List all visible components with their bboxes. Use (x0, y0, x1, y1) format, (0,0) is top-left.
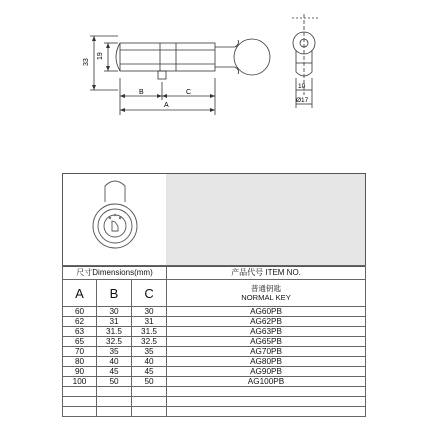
cell-b: 50 (97, 377, 132, 387)
spec-sheet (62, 173, 365, 423)
cam-outline (158, 71, 166, 79)
column-header-row (63, 280, 366, 307)
key-type-en: NORMAL KEY (241, 293, 291, 302)
blank-panel (166, 173, 366, 267)
empty-row (63, 387, 366, 397)
table-row (63, 357, 366, 367)
cell-c: 40 (132, 357, 167, 367)
cell-b: 32.5 (97, 337, 132, 347)
table-row (63, 367, 366, 377)
table-row (63, 347, 366, 357)
empty-row (63, 397, 366, 407)
col-c-header: C (132, 280, 167, 307)
dim-b-label: B (139, 89, 144, 96)
cell-a: 80 (63, 357, 97, 367)
cell-b: 45 (97, 367, 132, 377)
cell-c: 31.5 (132, 327, 167, 337)
dim-a-label: A (164, 102, 169, 109)
item-no-header: 产品代号 ITEM NO. (167, 266, 366, 280)
cell-item: AG65PB (167, 337, 366, 347)
key-type-header (167, 280, 366, 307)
cell-item: AG70PB (167, 347, 366, 357)
empty-row (63, 407, 366, 417)
cell-c: 35 (132, 347, 167, 357)
cell-item: AG90PB (167, 367, 366, 377)
cylinder-body-outline (120, 43, 215, 71)
dim-inner-height: 19 (97, 52, 104, 60)
lock-face-illustration (62, 173, 168, 267)
empty-cell (167, 407, 366, 417)
cell-item: AG62PB (167, 317, 366, 327)
cell-item: AG60PB (167, 307, 366, 317)
cell-b: 35 (97, 347, 132, 357)
col-b-header: B (97, 280, 132, 307)
thumb-turn-knob (234, 39, 270, 75)
dim-c-label: C (186, 89, 192, 96)
empty-cell (97, 397, 132, 407)
cell-c: 31 (132, 317, 167, 327)
dim-thickness: 10 (298, 83, 306, 90)
cell-b: 30 (97, 307, 132, 317)
empty-cell (63, 397, 97, 407)
empty-cell (63, 387, 97, 397)
table-row (63, 377, 366, 387)
empty-cell (63, 407, 97, 417)
cell-b: 31.5 (97, 327, 132, 337)
table-row (63, 317, 366, 327)
dimensions-header: 尺寸Dimensions(mm) (63, 266, 167, 280)
cell-c: 32.5 (132, 337, 167, 347)
cell-a: 63 (63, 327, 97, 337)
cell-item: AG63PB (167, 327, 366, 337)
cell-a: 100 (63, 377, 97, 387)
cell-b: 31 (97, 317, 132, 327)
empty-cell (132, 407, 167, 417)
cell-item: AG80PB (167, 357, 366, 367)
cell-item: AG100PB (167, 377, 366, 387)
empty-cell (97, 387, 132, 397)
cylinder-face-icon (63, 174, 167, 266)
empty-cell (97, 407, 132, 417)
cell-a: 60 (63, 307, 97, 317)
dimensions-table (62, 265, 366, 417)
key-type-cn: 普通钥匙 (250, 283, 282, 293)
empty-cell (167, 387, 366, 397)
table-row (63, 327, 366, 337)
cell-c: 45 (132, 367, 167, 377)
table-row (63, 337, 366, 347)
col-a-header: A (63, 280, 97, 307)
dim-diameter: Ø17 (296, 97, 309, 104)
cell-a: 90 (63, 367, 97, 377)
table-header-row (63, 266, 366, 280)
technical-drawing (0, 0, 430, 170)
empty-cell (167, 397, 366, 407)
empty-cell (132, 397, 167, 407)
cylinder-drawing (0, 0, 430, 170)
table-row (63, 307, 366, 317)
cell-a: 65 (63, 337, 97, 347)
cell-c: 30 (132, 307, 167, 317)
empty-cell (132, 387, 167, 397)
dim-overall-height: 33 (83, 58, 90, 66)
cell-b: 40 (97, 357, 132, 367)
cell-a: 62 (63, 317, 97, 327)
cell-c: 50 (132, 377, 167, 387)
cell-a: 70 (63, 347, 97, 357)
